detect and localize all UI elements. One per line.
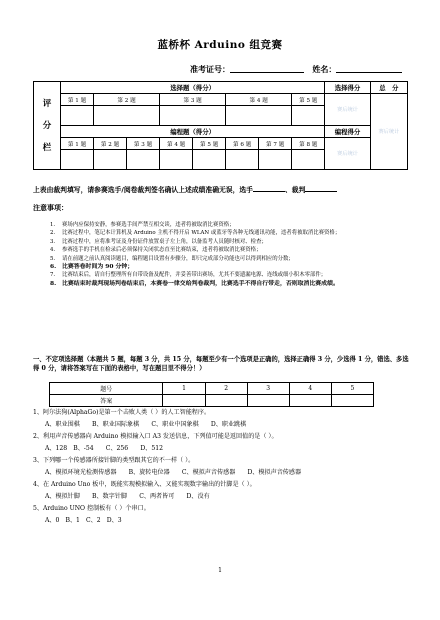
answer-table [49,382,374,407]
answer-row-label: 答案 [50,395,163,407]
page-number: 1 [218,567,222,574]
program-item: 第 6 题 [226,138,259,150]
total-score-watermark: 赛后统计 [370,94,407,170]
choice-item: 第 5 题 [292,94,325,106]
rule-item [50,229,415,237]
rule-item [50,263,415,271]
choice-score-cell[interactable] [94,106,160,126]
program-item: 第 3 题 [127,138,160,150]
judge-sign-blank[interactable] [305,185,337,192]
program-score-cell[interactable] [193,150,226,170]
question-text: 3、下列哪一个传感器所接针脚的类型跟其它的不一样（ ）。 [33,457,195,464]
answer-header-cell: 3 [247,383,289,395]
choice-total-header: 选择得分 [325,82,370,94]
program-item: 第 5 题 [193,138,226,150]
program-item: 第 8 题 [292,138,325,150]
rule-item [50,246,415,254]
question-list [33,407,413,527]
answer-header-cell: 4 [289,383,331,395]
rule-text: 参赛选手的手机在检录后必须保持关闭状态直至比赛结束，违者将被取消比赛资格； [62,247,262,254]
rule-text: 比赛过程中，笔记本计算机及 Arduino 主机不得开启 WLAN 或蓝牙等各种无线通讯功能，违者将被取消比赛资格； [62,230,341,237]
answer-header-cell: 2 [205,383,247,395]
confirm-notice: 上表由裁判填写，请参赛选手/阅卷裁判签名确认上述成绩准确无误，选手 、裁判 [33,184,337,194]
score-side-label: 评 分 栏 [34,82,61,170]
rule-number: 5. [50,255,56,262]
choice-item: 第 3 题 [160,94,226,106]
contestant-sign-blank[interactable] [253,185,285,192]
answer-cell[interactable] [205,395,247,407]
choice-header: 选择题（得分） [61,82,325,94]
program-score-cell[interactable] [127,150,160,170]
program-score-cell[interactable] [61,150,94,170]
rule-item [50,255,415,263]
candidate-id-line [190,64,402,75]
answer-cell[interactable] [331,395,373,407]
rule-text: 比赛过程中，应将准考证及身份证件放置桌子左上角，以备监考人员随时核对、检查； [62,238,267,245]
name-blank[interactable] [336,64,402,73]
program-item: 第 7 题 [259,138,292,150]
program-score-cell[interactable] [160,150,193,170]
choice-item: 第 2 题 [94,94,160,106]
program-score-watermark: 赛后统计 [325,138,370,170]
question-options: A、0 B、1 C、2 D、3 [45,517,122,524]
rules-title: 注意事项： [33,203,68,212]
question-text: 2、利用声音传感器向 Arduino 模拟输入口 A3 发送信息，下列值可能是返回值的是（ ）。 [33,433,278,440]
program-score-cell[interactable] [94,150,127,170]
choice-score-cell[interactable] [160,106,226,126]
rule-number: 3. [50,238,56,245]
answer-cell[interactable] [163,395,205,407]
question-options: A、模拟环境光检测传感器 B、旋转电位器 C、模拟声音传感器 D、模拟声音传感器 [45,469,302,476]
answer-header-cell: 1 [163,383,205,395]
total-header: 总 分 [370,82,407,94]
rule-number: 2. [50,230,56,237]
choice-item: 第 4 题 [226,94,292,106]
question-options: A、职业围棋 B、职业国际象棋 C、职业中国象棋 D、职业跳棋 [45,421,247,428]
rule-number: 4. [50,247,56,254]
rule-text: 比赛结束后，请自行整理所有自带设备及配件，并妥善带出赛场，尤其不要遗漏电源、连线或细小积木零部件； [62,272,327,279]
rule-item [50,221,415,229]
program-score-cell[interactable] [259,150,292,170]
rule-number: 1. [50,222,56,228]
program-score-cell[interactable] [292,150,325,170]
question-text: 1、阿尔法狗(AlphaGo)是第一个击败人类（ ）的人工智能程序。 [33,409,211,416]
question-options: A、模拟针脚 B、数字针脚 C、两者皆可 D、没有 [45,493,210,500]
program-score-cell[interactable] [226,150,259,170]
answer-header-cell: 题号 [50,383,163,395]
question-text: 5、Arduino UNO 控制板有（ ）个串口。 [33,505,150,512]
question-text: 4、在 Arduino Uno 板中，既能实现模拟输入、又能实现数字输出的针脚是（ ）。 [33,481,256,488]
choice-score-cell[interactable] [292,106,325,126]
rule-text: 赛场内应保持安静，参赛选手间严禁互相交谈，违者将被取消比赛资格； [62,222,235,228]
choice-score-cell[interactable] [61,106,94,126]
rule-item [50,238,415,246]
score-table [33,81,408,170]
exam-no-blank[interactable] [230,64,304,73]
choice-score-watermark: 赛后统计 [325,94,370,126]
rules-list [50,221,415,288]
exam-no-label: 准考证号： [190,64,230,74]
rule-number: 6. [50,263,57,271]
page-title: 蓝桥杯 Arduino 组竞赛 [157,39,283,51]
answer-cell[interactable] [289,395,331,407]
program-item: 第 4 题 [160,138,193,150]
program-item: 第 1 题 [61,138,94,150]
program-header: 编程题（得分） [61,126,325,138]
choice-score-cell[interactable] [226,106,292,126]
section-1-heading: 一、不定项选择题（本题共 5 题，每题 3 分，共 15 分，每题至少有一个选项是正确的，选择正确得 3 分，少选得 1 分，错选、多选得 0 分，请将答案写在下面的表格中，写在题目里不得分！） [33,356,409,372]
answer-header-cell: 5 [331,383,373,395]
program-item: 第 2 题 [94,138,127,150]
program-total-header: 编程得分 [325,126,370,138]
rule-text: 比赛答卷时间为 90 分钟； [62,263,134,271]
name-label: 姓名： [312,64,337,74]
question-options: A、128 B、-54 C、256 D、512 [45,445,163,452]
rule-number: 8. [50,279,57,287]
rule-item [50,271,415,279]
rule-item [50,280,415,288]
choice-item: 第 1 题 [61,94,94,106]
rule-text: 比赛结束时裁判现场判卷结束后，本赛卷一律交给判卷裁判，比赛选手不得自行带走，否则取消比赛成绩。 [62,279,339,287]
answer-cell[interactable] [247,395,289,407]
rule-number: 7. [50,272,56,279]
rule-text: 请在前题之前认真阅读题目，编程题目设置有步骤分，即只完成部分功能也可以得到相应的分数； [62,255,294,262]
